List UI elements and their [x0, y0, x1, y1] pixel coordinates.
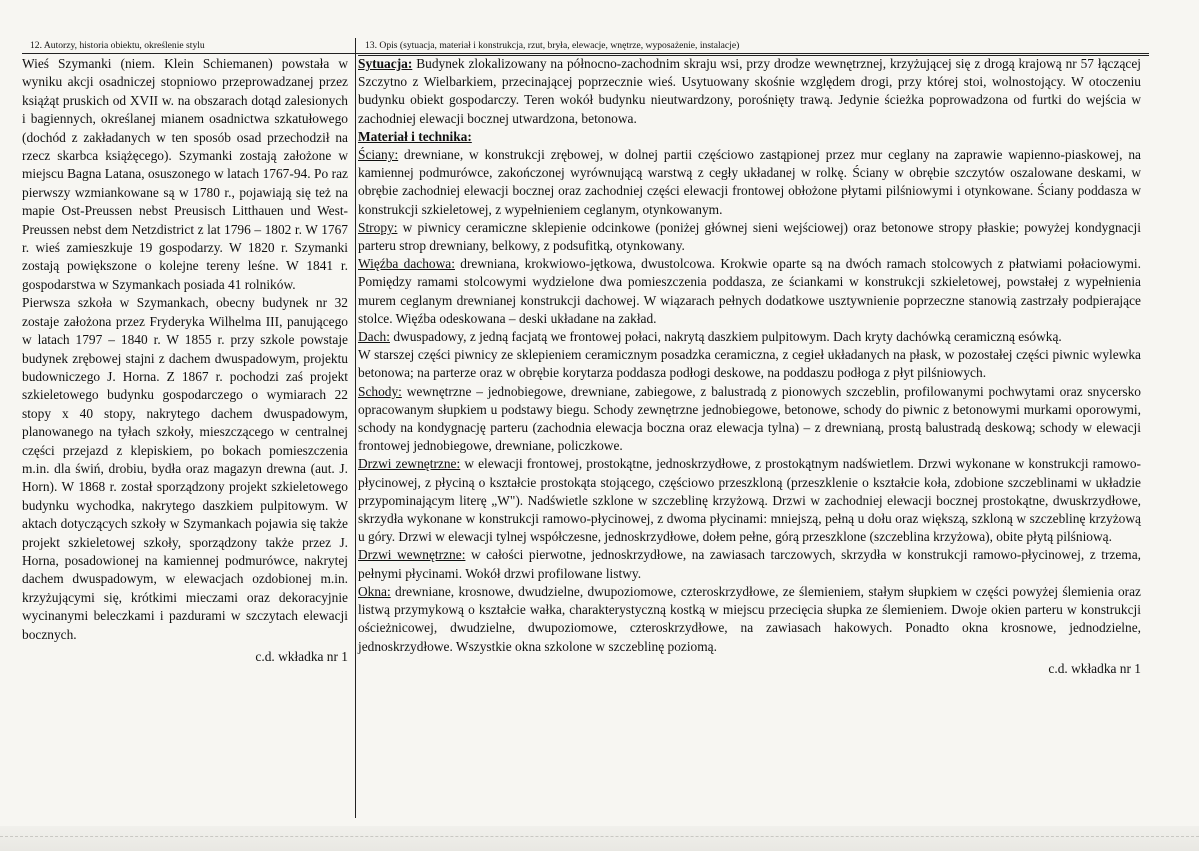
section-interior-doors — [358, 546, 1141, 582]
continued-note-left: c.d. wkładka nr 1 — [255, 649, 348, 664]
section-label: Sytuacja: — [358, 56, 413, 71]
history-paragraph-1: Wieś Szymanki (niem. Klein Schiemanen) powstała w wyniku akcji osadniczej stopniowo przeprowadzanej przez książąt pruskich od XVII w. na obszarach dotąd zalesionych i bagiennych, określanej mianem osadnictwa szkatułowego (dochód z zakładanych w ten sposób osad przechodził na rzecz skarbca książęcego). Szymanki zostają założone w miejscu Bagna Latana, osuszonego w latach 1767-94. Po raz pierwszy wzmiankowane są w 1780 r., pojawiają się też na mapie Ost-Preussen nebst Preusisch Litthauen und West-Preussen nebst dem Netzdistrict z lat 1796 – 1802 r. W 1767 r. wieś zamieszkuje 19 gospodarzy. W 1820 r. Szymanki zostają powiększone o kolejne tereny leśne. W 1841 r. gospodarstwa w Szymankach posiada 41 rolników. — [22, 56, 348, 292]
continued-note-right: c.d. wkładka nr 1 — [1048, 660, 1141, 676]
column-divider — [355, 38, 356, 818]
history-column — [22, 55, 348, 666]
section-ceilings — [358, 219, 1141, 255]
scan-bottom-edge — [0, 826, 1199, 851]
section-text: drewniana, krokwiowo-jętkowa, dwustolcowa. Krokwie oparte są na dwóch ramach stolcowych z płatwiami połaciowymi. Pomiędzy ramami stolcowymi wydzielone dwa pomieszczenia poddasza, ze ściankami w konstrukcji szkieletowej, powstałej z wypełnienia murem ceglanym drewnianej konstrukcji dachowej. W wiązarach pełnych dodatkowe usztywnienie poprzeczne stanowią zastrzały podpierające stolce. Więźba odeskowana – deski układane na zakład. — [358, 256, 1141, 326]
section-label: Okna: — [358, 583, 391, 599]
header-rule — [22, 53, 1149, 54]
section-text: w elewacji frontowej, prostokątne, jednoskrzydłowe, z prostokątnym nadświetlem. Drzwi wykonane w konstrukcji ramowo-płycinowej, z płyciną o kształcie prostokąta stojącego, częściowo przeszkloną (przeszklenie o kształcie koła, zdobione szczeblinami w układzie przypominającym literę „W"). Nadświetle szklone w szczeblinę krzyżową. Drzwi w zachodniej elewacji bocznej prostokątne, dwuskrzydłowe, skrzydła wykonane w konstrukcji ramowo-płycinowej, z dwoma płycinami: mniejszą, pełną u dołu oraz większą, szkloną w szczeblinę krzyżową u góry. Drzwi w elewacji tylnej współczesne, jednoskrzydłowe, dołem pełne, górą przeszklone (szczeblina krzyżowa), obite płytą pilśniową. — [358, 456, 1141, 545]
section-roof-truss — [358, 255, 1141, 328]
section-text: drewniane, w konstrukcji zrębowej, w dolnej partii częściowo zastąpionej przez mur ceglany na zaprawie wapienno-piaskowej, na kamiennej podmurówce, zakończonej wyrównującą warstwą z cegły układanej w rolkę. Ściany w obrębie szczytów oszalowane deskami, w obrębie zachodniej elewacji bocznej oraz zachodniej części elewacji frontowej obłożone płytami pilśniowymi i otynkowane. Ściany poddasza w konstrukcji szkieletowej, z wypełnieniem ceglanym, otynkowanym. — [358, 147, 1141, 217]
form-headers — [22, 38, 1149, 54]
section-label: Ściany: — [358, 147, 399, 163]
history-paragraph-2: Pierwsza szkoła w Szymankach, obecny budynek nr 32 zostaje założona przez Fryderyka Wilhelma III, panującego w latach 1797 – 1840 r. W 1855 r. przy szkole powstaje budynek zrębowej stajni z dachem dwuspadowym, projektu budowniczego J. Horna. Z 1867 r. pochodzi zaś projekt szkieletowego budynku gospodarczego o wymiarach 22 stopy x 40 stopy, nakrytego dachem dwuspadowym, planowanego na tyłach szkoły, mieszczącego w centralnej części przejazd z klepiskiem, po bokach pomieszczenia m.in. dla świń, drobiu, bydła oraz magazyn drewna (aut. J. Horn). W 1868 r. został sporządzony projekt szkieletowego budynku wychodka, nakrytego daszkiem pulpitowym. W aktach dotyczących szkoły w Szymankach pojawia się także projekt szkieletowej szkoły, sporządzony także przez J. Horna, posadowionej na kamiennej podmurówce, nakrytej dachem dwuspadowym, w elewacjach ozdobionej m.in. krzyżującymi się, krótkimi mieczami oraz dekoracyjnie wycinanymi beleczkami i pazdurami w szczytach elewacji bocznych. — [22, 295, 348, 642]
section-text: w piwnicy ceramiczne sklepienie odcinkowe (poniżej głównej sieni wejściowej) oraz betonowe stropy płaskie; powyżej kondygnacji parteru strop drewniany, belkowy, z podsufitką, otynkowany. — [358, 219, 1141, 254]
section-text: dwuspadowy, z jedną facjatą we frontowej połaci, nakrytą daszkiem pulpitowym. Dach kryty dachówką ceramiczną esówką. — [389, 329, 1062, 345]
section-exterior-doors — [358, 455, 1141, 546]
section-label: Schody: — [358, 383, 402, 399]
section-text: Budynek zlokalizowany na północno-zachodnim skraju wsi, przy drodze wewnętrznej, krzyżującej się z drogą krajową nr 57 łączącej Szczytno z Wielbarkiem, przecinającej poprzecznie wieś. Usytuowany skośnie względem drogi, przy której stoi, wolnostojący. W otoczeniu budynku obiekt gospodarczy. Teren wokół budynku nieutwardzony, porośnięty trawą. Jedynie ścieżka poprowadzona od furtki do wejścia w zachodniej elewacji bocznej utwardzona, betonowa. — [358, 56, 1141, 126]
section-label: Drzwi zewnętrzne: — [358, 456, 461, 472]
description-column — [358, 55, 1141, 678]
section-text: drewniane, krosnowe, dwudzielne, dwupoziomowe, czteroskrzydłowe, ze ślemieniem, stałym słupkiem w części powyżej ślemienia oraz listwą przymykową o kształcie wałka, charakterystyczną kostką w miejscu przecięcia słupka ze ślemieniem. Dwoje okien parteru w konstrukcji ościeżnicowej, dwudzielne, dwupoziomowe, czteroskrzydłowe, na zawiasach hakowych. Ponadto okna krosnowe, jednodzielne, jednoskrzydłowe. Wszystkie okna szkolone w szczeblinę poziomą. — [358, 583, 1141, 654]
section-walls — [358, 146, 1141, 219]
section-label: Drzwi wewnętrzne: — [358, 547, 466, 563]
section-floors — [358, 346, 1141, 382]
section-label: Dach: — [358, 329, 390, 345]
section-stairs — [358, 383, 1141, 456]
section-label: Materiał i technika: — [358, 128, 472, 144]
document-sheet — [22, 38, 1149, 818]
header-description: 13. Opis (sytuacja, materiał i konstrukcja, rzut, bryła, elewacje, wnętrze, wyposażenie, instalacje) — [365, 40, 740, 51]
section-material — [358, 128, 1141, 146]
section-windows — [358, 583, 1141, 656]
section-text: wewnętrzne – jednobiegowe, drewniane, zabiegowe, z balustradą z pionowych szczeblin, profilowanymi pochwytami oraz snycersko opracowanym słupkiem u podstawy biegu. Schody zewnętrzne jednobiegowe, betonowe, schody do piwnic z betonowymi murkami oporowymi, schody na kondygnację parteru (zachodnia elewacja boczna oraz elewacja tylna) – z drewnianą, prostą balustradą deskową; schody w elewacji frontowej jednobiegowe, drewniane, policzkowe. — [358, 383, 1141, 454]
section-label: Więźba dachowa: — [358, 256, 455, 272]
header-history: 12. Autorzy, historia obiektu, określenie stylu — [30, 40, 205, 51]
section-label: Stropy: — [358, 219, 398, 235]
section-situation — [358, 55, 1141, 128]
section-text: W starszej części piwnicy ze sklepieniem ceramicznym posadzka ceramiczna, z cegieł układanych na płask, w pozostałej części piwnic wylewka betonowa; na parterze oraz w obrębie korytarza poddasza podłogi deskowe, na poddaszu podłoga z płyt pilśniowych. — [358, 347, 1141, 381]
section-text: w całości pierwotne, jednoskrzydłowe, na zawiasach tarczowych, skrzydła w konstrukcji ramowo-płycinowej, z trzema, pełnymi płycinami. Wokół drzwi profilowane listwy. — [358, 547, 1141, 581]
section-roof — [358, 328, 1141, 346]
scan-perforation — [0, 836, 1199, 837]
